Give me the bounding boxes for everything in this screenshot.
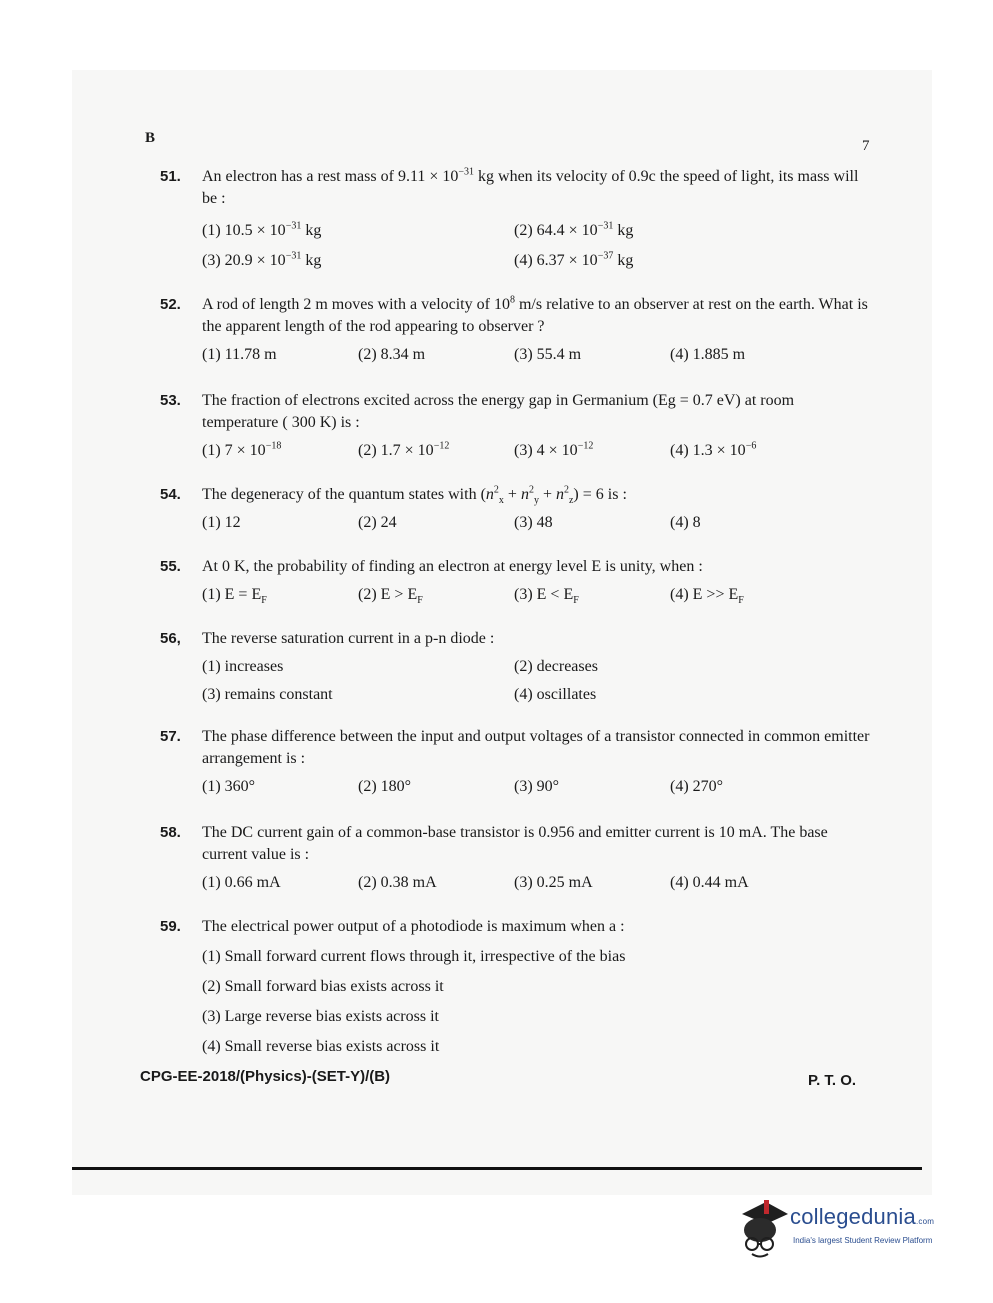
logo-wordmark: collegedunia.com: [790, 1204, 935, 1229]
option-4: (4) $E >> E_F$: [670, 586, 744, 607]
option-4: (4) oscillates: [514, 686, 597, 703]
question-55: [160, 556, 870, 610]
options-row: [202, 584, 870, 610]
graduate-mascot-icon: [738, 1196, 790, 1260]
option-1: (1) 11.78 m: [202, 346, 277, 363]
please-turn-over: P. T. O.: [808, 1072, 857, 1089]
options-row: [202, 512, 870, 538]
question-56: [160, 628, 870, 710]
option-4: (4) Small reverse bias exists across it: [202, 1038, 440, 1055]
option-4: (4) $1.3 \times 10^{-6}$: [670, 440, 757, 459]
question-text: The DC current gain of a common-base transistor is 0.956 and emitter current is 10 mA. The base current value is :: [202, 824, 828, 863]
question-text: The phase difference between the input and output voltages of a transistor connected in common emitter arrangement is :: [202, 728, 870, 767]
option-3: (3) $4 \times 10^{-12}$: [514, 440, 594, 459]
question-text: An electron has a rest mass of $9.11 \times 10^{-31}$ kg when its velocity of 0.9c the speed of light, its mass will be :: [202, 166, 859, 207]
option-4: (4) 1.885 m: [670, 346, 746, 363]
question-number: 57.: [160, 728, 181, 745]
question-number: 58.: [160, 824, 181, 841]
option-3: (3) 55.4 m: [514, 346, 582, 363]
option-4: (4) 270°: [670, 778, 724, 795]
options-row: [202, 440, 870, 466]
question-text: The fraction of electrons excited across the energy gap in Germanium (Eg = 0.7 eV) at room temperature ( 300 K) is :: [202, 392, 795, 431]
question-54: [160, 484, 870, 538]
options-row: [202, 872, 870, 898]
option-1: (1) $E = E_F$: [202, 586, 267, 607]
option-3: (3) $E < E_F$: [514, 586, 579, 607]
options-row: [202, 684, 870, 710]
option-2: (2) $E > E_F$: [358, 586, 423, 607]
option-3: (3) $20.9 \times 10^{-31}$ kg: [202, 250, 322, 269]
option-1: (1) $7 \times 10^{-18}$: [202, 440, 282, 459]
options-row: [202, 776, 870, 802]
page-number: 7: [862, 138, 870, 154]
collegedunia-logo[interactable]: [738, 1196, 968, 1260]
question-number: 53.: [160, 392, 181, 409]
paper-code: CPG-EE-2018/(Physics)-(SET-Y)/(B): [140, 1068, 391, 1085]
option-3: (3) remains constant: [202, 686, 333, 703]
option-4: (4) 8: [670, 514, 701, 531]
options-row: [202, 250, 870, 276]
set-marker: B: [145, 130, 156, 146]
question-text: The degeneracy of the quantum states with $(n^2_x + n^2_y + n^2_z) = 6$ is :: [202, 484, 627, 507]
option-1: (1) Small forward current flows through it, irrespective of the bias: [202, 948, 626, 965]
option-1: (1) increases: [202, 658, 284, 675]
question-number: 52.: [160, 296, 181, 313]
options-row: [202, 344, 870, 370]
option-1: (1) 360°: [202, 778, 256, 795]
option-2: (2) $1.7 \times 10^{-12}$: [358, 440, 450, 459]
logo-tagline: India's largest Student Review Platform: [793, 1236, 933, 1245]
option-3: (3) Large reverse bias exists across it: [202, 1008, 439, 1025]
question-number: 51.: [160, 168, 181, 185]
option-2: (2) Small forward bias exists across it: [202, 978, 444, 995]
option-1: (1) 0.66 mA: [202, 874, 281, 891]
question-52: [160, 294, 870, 370]
question-number: 56,: [160, 630, 181, 647]
question-text: A rod of length 2 m moves with a velocity of $10^8$ m/s relative to an observer at rest on the earth. What is the apparent length of the rod appearing to observer ?: [202, 294, 868, 335]
option-4: (4) $6.37 \times 10^{-37}$ kg: [514, 250, 634, 269]
question-number: 59.: [160, 918, 181, 935]
option-3: (3) 90°: [514, 778, 560, 795]
option-2: (2) decreases: [514, 658, 598, 675]
question-text: The electrical power output of a photodiode is maximum when a :: [202, 918, 625, 935]
options-row: [202, 220, 870, 246]
page-divider: [72, 1167, 922, 1170]
question-text: The reverse saturation current in a p-n diode :: [202, 630, 495, 647]
question-57: [160, 726, 870, 802]
question-number: 54.: [160, 486, 181, 503]
option-1: (1) 12: [202, 514, 241, 531]
option-4: (4) 0.44 mA: [670, 874, 749, 891]
option-3: (3) 48: [514, 514, 553, 531]
option-3: (3) 0.25 mA: [514, 874, 593, 891]
question-number: 55.: [160, 558, 181, 575]
option-2: (2) 0.38 mA: [358, 874, 437, 891]
option-2: (2) $64.4 \times 10^{-31}$ kg: [514, 220, 634, 239]
option-2: (2) 8.34 m: [358, 346, 426, 363]
question-59: [160, 916, 870, 1058]
question-53: [160, 390, 870, 466]
question-text: At 0 K, the probability of finding an electron at energy level E is unity, when :: [202, 558, 703, 575]
question-51: [160, 166, 870, 276]
options-row: [202, 656, 870, 682]
option-2: (2) 24: [358, 514, 397, 531]
question-58: [160, 822, 870, 898]
option-1: (1) $10.5 \times 10^{-31}$ kg: [202, 220, 322, 239]
option-2: (2) 180°: [358, 778, 412, 795]
